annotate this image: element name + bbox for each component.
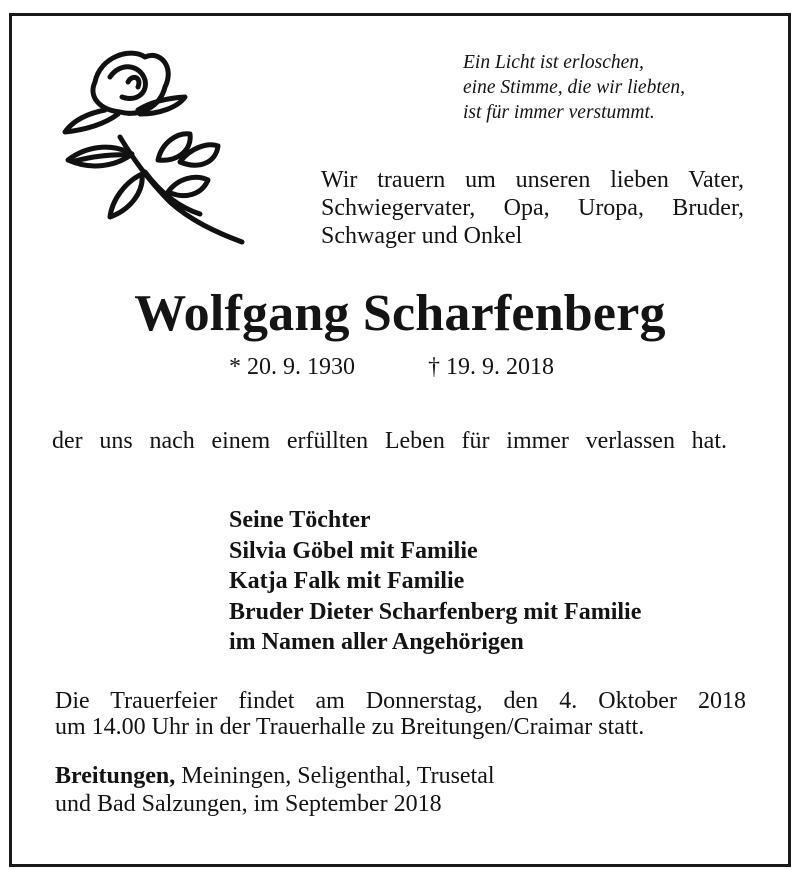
family-line: Katja Falk mit Familie: [229, 568, 465, 594]
funeral-service-info: [55, 688, 746, 740]
poem-line: ist für immer verstummt.: [463, 102, 655, 123]
family-line: im Namen aller Angehörigen: [229, 629, 524, 655]
poem-line: eine Stimme, die wir liebten,: [463, 77, 686, 98]
service-line: um 14.00 Uhr in der Trauerhalle zu Breitungen/Craimar statt.: [55, 714, 645, 740]
mourning-statement: [321, 166, 744, 250]
mourning-line: Schwager und Onkel: [321, 223, 523, 249]
poem-line: Ein Licht ist erloschen,: [463, 52, 644, 73]
place-towns: Meiningen, Seligenthal, Trusetal: [175, 763, 495, 789]
rose-icon: [50, 42, 250, 252]
mourning-line: Wir trauern um unseren lieben Vater,: [321, 167, 744, 193]
mourning-line: Schwiegervater, Opa, Uropa, Bruder,: [321, 195, 744, 221]
family-line: Silvia Göbel mit Familie: [229, 537, 478, 564]
family-line: Bruder Dieter Scharfenberg mit Familie: [229, 598, 642, 625]
deceased-name: Wolfgang Scharfenberg: [134, 285, 666, 342]
place-town-bold: Breitungen,: [55, 763, 176, 789]
place-line-2: und Bad Salzungen, im September 2018: [55, 791, 442, 817]
place-line-1: [55, 762, 495, 790]
birth-date: * 20. 9. 1930: [229, 354, 355, 380]
family-line: Seine Töchter: [229, 507, 371, 533]
farewell-line: der uns nach einem erfüllten Leben für immer verlassen hat.: [52, 428, 727, 454]
death-date: † 19. 9. 2018: [428, 354, 554, 380]
poem-verse: [463, 50, 685, 125]
family-signatories: [229, 505, 641, 658]
place-and-date: [55, 762, 495, 818]
service-line: Die Trauerfeier findet am Donnerstag, den 4. Oktober 2018: [55, 688, 746, 714]
